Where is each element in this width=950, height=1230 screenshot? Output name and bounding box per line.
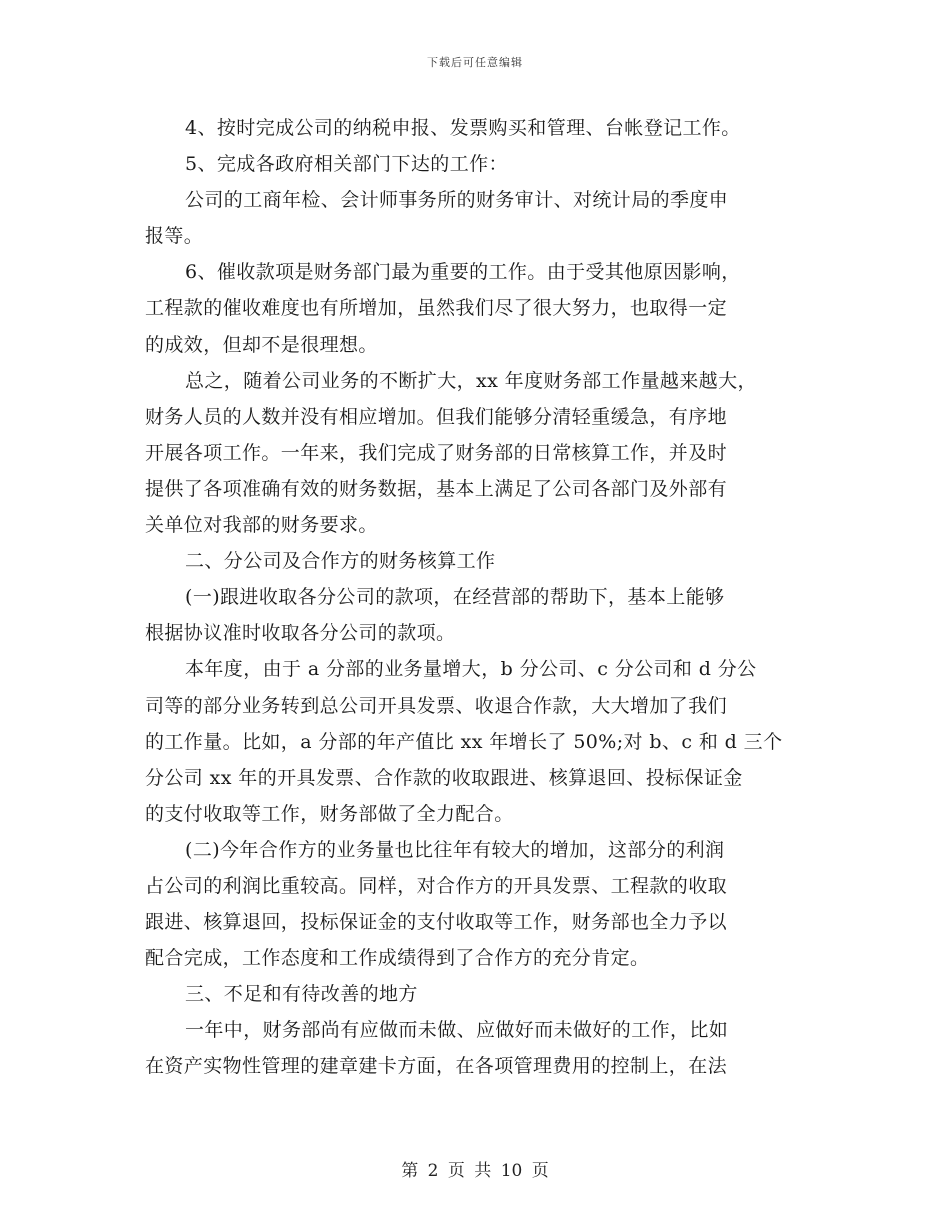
body-line: 报等。 <box>145 225 204 248</box>
page-footer: 第 2 页 共 10 页 <box>401 1161 549 1181</box>
section-heading: 三、不足和有待改善的地方 <box>185 983 418 1006</box>
body-line: 的成效，但却不是很理想。 <box>145 333 378 356</box>
body-line: (二)今年合作方的业务量也比往年有较大的增加，这部分的利润 <box>185 838 725 861</box>
body-line: 的工作量。比如，a 分部的年产值比 xx 年增长了 50%;对 b、c 和 d 三个 <box>145 730 783 753</box>
body-line: 6、催收款项是财务部门最为重要的工作。由于受其他原因影响， <box>185 261 741 284</box>
body-line: 提供了各项准确有效的财务数据，基本上满足了公司各部门及外部有 <box>145 477 728 500</box>
body-line: 总之，随着公司业务的不断扩大，xx 年度财务部工作量越来越大， <box>185 369 757 392</box>
body-line: 开展各项工作。一年来，我们完成了财务部的日常核算工作，并及时 <box>145 441 728 464</box>
body-line: 财务人员的人数并没有相应增加。但我们能够分清轻重缓急，有序地 <box>145 405 728 428</box>
body-line: 的支付收取等工作，财务部做了全力配合。 <box>145 802 514 825</box>
body-line: 司等的部分业务转到总公司开具发票、收退合作款，大大增加了我们 <box>145 694 728 717</box>
body-line: 在资产实物性管理的建章建卡方面，在各项管理费用的控制上，在法 <box>145 1055 728 1078</box>
body-line: 占公司的利润比重较高。同样，对合作方的开具发票、工程款的收取 <box>145 874 728 897</box>
body-line: 本年度，由于 a 分部的业务量增大，b 分公司、c 分公司和 d 分公 <box>185 658 757 681</box>
document-body <box>145 110 810 1085</box>
body-line: 分公司 xx 年的开具发票、合作款的收取跟进、核算退回、投标保证金 <box>145 766 743 789</box>
body-line: 根据协议准时收取各分公司的款项。 <box>145 622 456 645</box>
body-line: 公司的工商年检、会计师事务所的财务审计、对统计局的季度申 <box>185 189 729 212</box>
body-line: 关单位对我部的财务要求。 <box>145 514 378 537</box>
body-line: 4、按时完成公司的纳税申报、发票购买和管理、台帐登记工作。 <box>185 117 741 139</box>
body-line: (一)跟进收取各分公司的款项，在经营部的帮助下，基本上能够 <box>185 586 725 609</box>
body-line: 一年中，财务部尚有应做而未做、应做好而未做好的工作，比如 <box>185 1019 729 1042</box>
section-heading: 二、分公司及合作方的财务核算工作 <box>185 550 496 573</box>
body-line: 工程款的催收难度也有所增加，虽然我们尽了很大努力，也取得一定 <box>145 297 728 320</box>
page-header: 下载后可任意编辑 <box>427 56 523 69</box>
body-line: 配合完成，工作态度和工作成绩得到了合作方的充分肯定。 <box>145 947 650 970</box>
body-line: 跟进、核算退回，投标保证金的支付收取等工作，财务部也全力予以 <box>145 911 728 934</box>
body-line: 5、完成各政府相关部门下达的工作： <box>185 153 508 176</box>
